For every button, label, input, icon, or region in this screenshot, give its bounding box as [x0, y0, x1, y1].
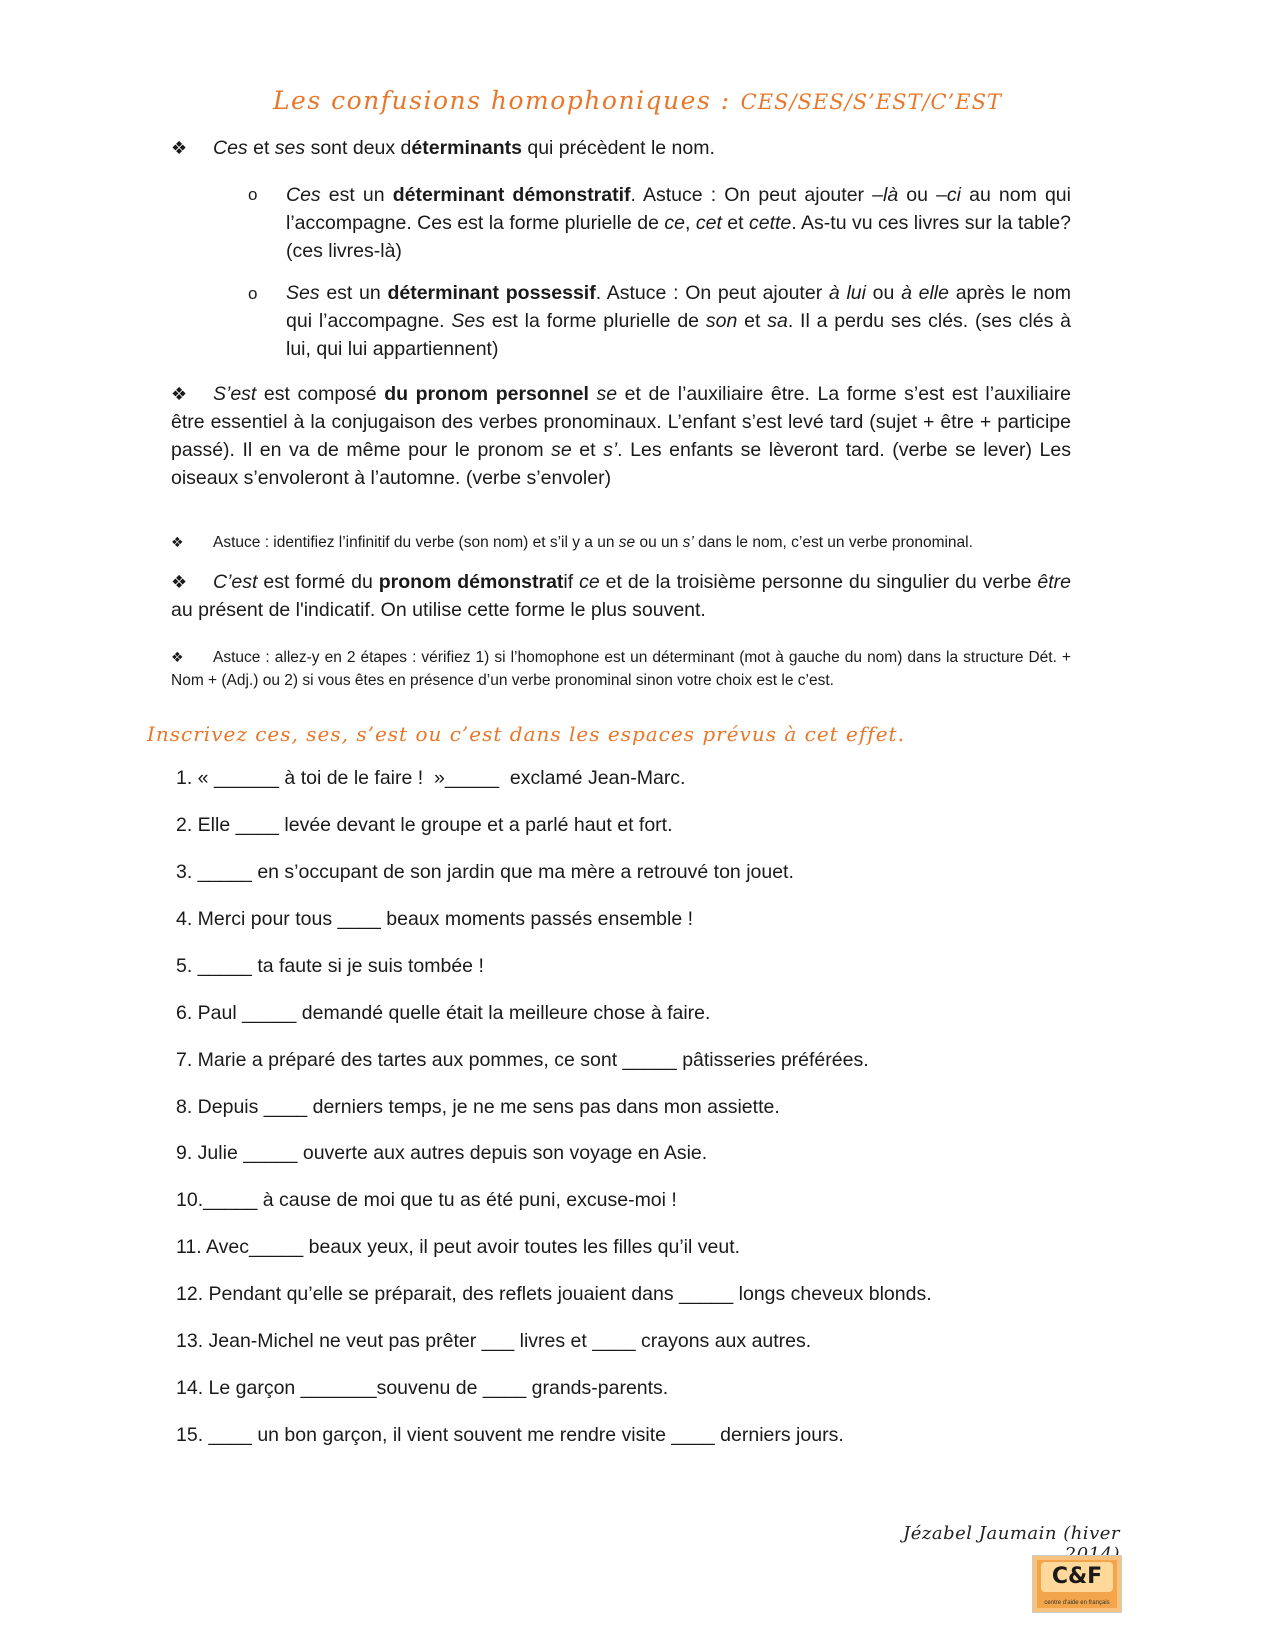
word: sa: [767, 310, 788, 332]
exercise-item: 1. « ______ à toi de le faire ! »_____ exclamé Jean-Marc.: [176, 767, 686, 789]
text: sont deux d: [305, 137, 412, 159]
exercise-item: 10._____ à cause de moi que tu as été puni, excuse-moi !: [176, 1189, 677, 1211]
author-signature: Jézabel Jaumain (hiver: [903, 1523, 1120, 1544]
diamond-bullet-icon: ❖: [171, 649, 184, 665]
text: . As-tu vu ces livres sur la table? (ces livres-là): [286, 212, 1071, 262]
bold-text: déterminant démonstratif: [392, 184, 631, 206]
exercise-item: 4. Merci pour tous ____ beaux moments passés ensemble !: [176, 908, 694, 930]
word: s’: [682, 534, 694, 551]
exercise-item: 2. Elle ____ levée devant le groupe et a parlé haut et fort.: [176, 814, 673, 836]
text: et: [737, 310, 768, 332]
text: . Les enfants se lèveront tard. (verbe se lever) Les oiseaux s’envoleront à l’automne. (verbe s’envoler): [171, 439, 1071, 489]
word: –là: [872, 184, 899, 206]
word: se: [551, 439, 572, 461]
word-ces: Ces: [213, 137, 248, 159]
logo-caption: centre d'aide en français: [1044, 1600, 1110, 1606]
page-title: [0, 86, 1275, 115]
text: ,: [684, 212, 696, 234]
text: est formé du: [257, 571, 379, 593]
word: C’est: [213, 571, 258, 593]
text: et: [721, 212, 749, 234]
circle-bullet-icon: o: [248, 185, 258, 204]
diamond-bullet-icon: ❖: [171, 534, 184, 550]
caf-logo: [1032, 1555, 1122, 1613]
text: au nom qui l’accompagne. Ces est la forme plurielle de: [286, 184, 1071, 234]
exercise-item: 9. Julie _____ ouverte aux autres depuis son voyage en Asie.: [176, 1142, 708, 1164]
circle-bullet-icon: o: [248, 284, 258, 303]
title-sub: CES/SES/S’EST/C’EST: [740, 90, 1003, 114]
exercise-item: 15. ____ un bon garçon, il vient souvent me rendre visite ____ derniers jours.: [176, 1424, 844, 1446]
exercise-item: 7. Marie a préparé des tartes aux pommes, ce sont _____ pâtisseries préférées.: [176, 1049, 869, 1071]
text: . Astuce : On peut ajouter: [630, 184, 873, 206]
text: qui précèdent le nom.: [521, 137, 715, 159]
text: if: [563, 571, 580, 593]
sest-definition: [171, 380, 1071, 492]
word: –ci: [936, 184, 962, 206]
word: être: [1037, 571, 1071, 593]
exercise-item: 12. Pendant qu’elle se préparait, des reflets jouaient dans _____ longs cheveux blonds.: [176, 1283, 932, 1305]
astuce-etapes: [171, 646, 1071, 692]
word: à lui: [828, 282, 866, 304]
astuce-pronominal: [171, 531, 1071, 554]
text: après le nom qui l’accompagne.: [286, 282, 1071, 332]
word: cette: [749, 212, 792, 234]
word: son: [705, 310, 738, 332]
text: et: [247, 137, 275, 159]
word: S’est: [213, 383, 257, 405]
word: ce: [664, 212, 685, 234]
text: . Il a perdu ses clés. (ses clés à lui, qui lui appartiennent): [286, 310, 1072, 360]
exercise-item: 14. Le garçon _______souvenu de ____ grands-parents.: [176, 1377, 669, 1399]
word: Ses: [451, 310, 486, 332]
text: est un: [319, 282, 388, 304]
text: dans le nom, c’est un verbe pronominal.: [693, 534, 973, 551]
word: s’: [603, 439, 618, 461]
text: Astuce : identifiez l’infinitif du verbe (son nom) et s’il y a un: [213, 534, 619, 551]
exercise-instruction: Inscrivez ces, ses, s’est ou c’est dans les espaces prévus à cet effet.: [147, 722, 905, 746]
text: est un: [320, 184, 393, 206]
text: ou un: [635, 534, 683, 551]
exercise-item: 6. Paul _____ demandé quelle était la meilleure chose à faire.: [176, 1002, 711, 1024]
exercise-item: 11. Avec_____ beaux yeux, il peut avoir toutes les filles qu’il veut.: [176, 1236, 741, 1258]
text: et de l’auxiliaire être. La forme s’est est l’auxiliaire être essentiel à la conjugaison des verbes pronominaux. L’enfant s’est levé tard (sujet + être + participe passé). Il en va de même pour le pronom: [171, 383, 1072, 461]
ses-definition: [286, 279, 1071, 363]
text: est composé: [256, 383, 385, 405]
logo-text: C&F: [1041, 1562, 1113, 1592]
exercise-item: 3. _____ en s’occupant de son jardin que ma mère a retrouvé ton jouet.: [176, 861, 794, 883]
diamond-bullet-icon: ❖: [171, 572, 188, 592]
word: Ces: [286, 184, 321, 206]
text: ou: [898, 184, 937, 206]
bold-text: pronom démonstrat: [378, 571, 564, 593]
ces-definition: [286, 181, 1071, 265]
word: se: [596, 383, 618, 405]
text: . Astuce : On peut ajouter: [595, 282, 829, 304]
text: Astuce : allez-y en 2 étapes : vérifiez 1) si l’homophone est un déterminant (mot à gauche du nom) dans la structure Dét. + Nom + (Adj.) ou 2) si vous êtes en présence d’un verbe pronominal sinon votre choix est le c’est.: [171, 649, 1071, 689]
title-main: Les confusions homophoniques :: [272, 86, 731, 115]
exercise-item: 5. _____ ta faute si je suis tombée !: [176, 955, 484, 977]
text: ou: [865, 282, 902, 304]
bold-text: déterminant possessif: [387, 282, 596, 304]
intro-paragraph: [171, 134, 1071, 162]
bold-text: éterminants: [411, 137, 522, 159]
word: se: [618, 534, 636, 551]
text: au présent de l'indicatif. On utilise cette forme le plus souvent.: [171, 599, 706, 621]
word: cet: [695, 212, 722, 234]
bold-text: du pronom personnel: [384, 383, 589, 405]
cest-definition: [171, 568, 1071, 624]
text: et de la troisième personne du singulier du verbe: [599, 571, 1038, 593]
word: ce: [579, 571, 600, 593]
word-ses: ses: [274, 137, 306, 159]
text: est la forme plurielle de: [485, 310, 706, 332]
diamond-bullet-icon: ❖: [171, 384, 188, 404]
exercise-item: 8. Depuis ____ derniers temps, je ne me sens pas dans mon assiette.: [176, 1096, 780, 1118]
text: et: [571, 439, 604, 461]
diamond-bullet-icon: ❖: [171, 138, 188, 158]
word: Ses: [286, 282, 320, 304]
word: à elle: [901, 282, 949, 304]
exercise-item: 13. Jean-Michel ne veut pas prêter ___ livres et ____ crayons aux autres.: [176, 1330, 812, 1352]
